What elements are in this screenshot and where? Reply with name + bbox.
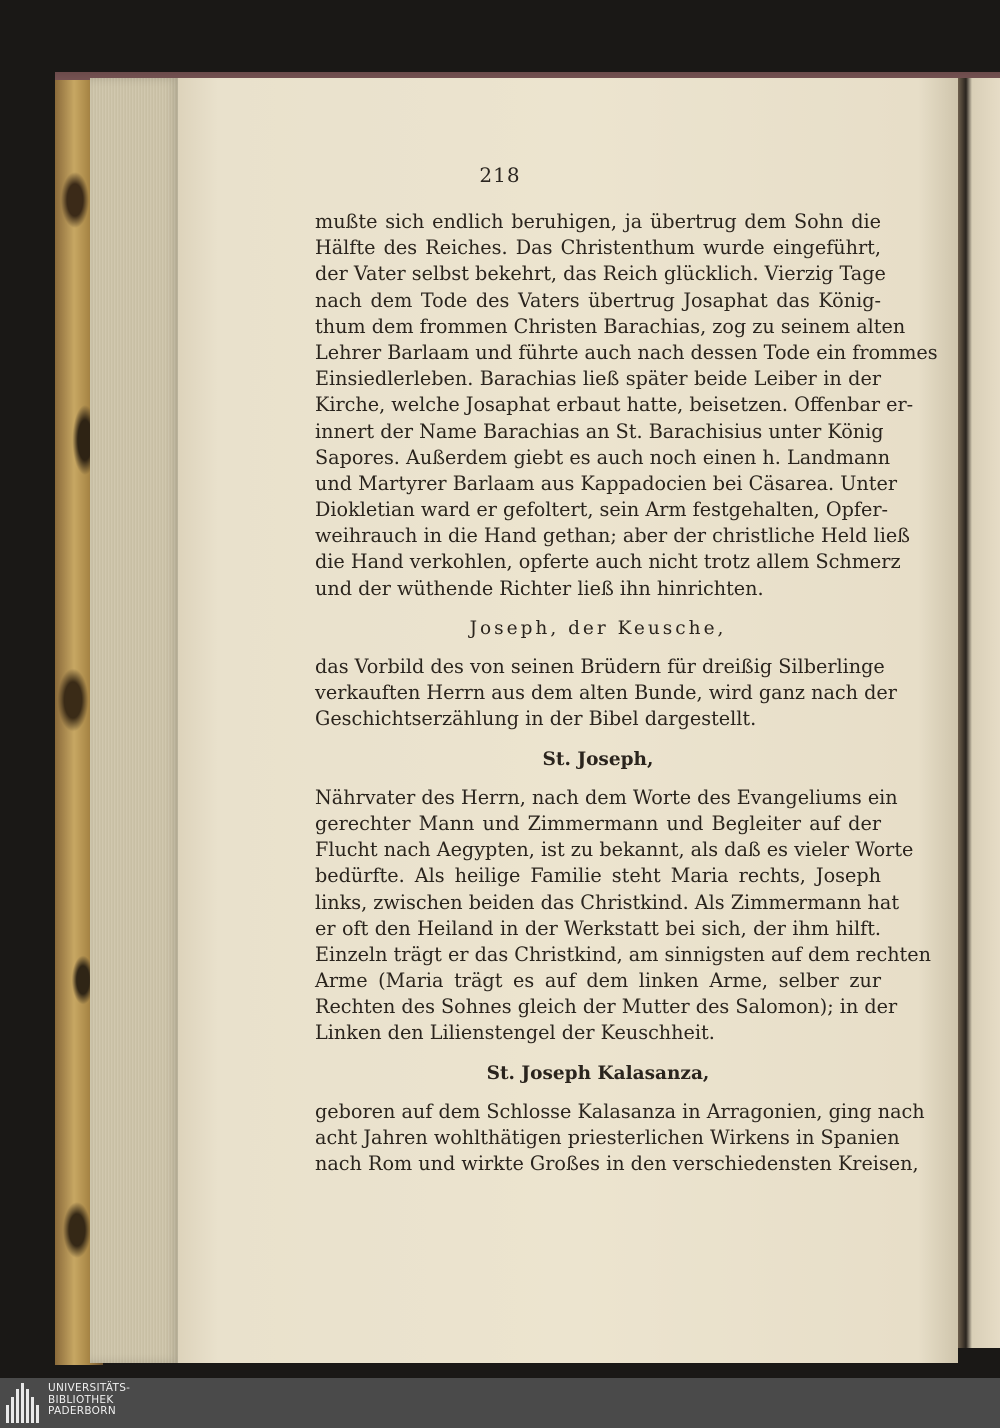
library-footer [0, 1378, 1000, 1428]
text-line: mußte sich endlich beruhigen, ja übertrug dem Sohn die [315, 210, 881, 233]
library-name-line: PADERBORN [48, 1405, 116, 1417]
section-heading-joseph-der-keusche: Joseph, der Keusche, [469, 617, 727, 639]
section-heading-st-joseph: St. Joseph, [542, 748, 654, 770]
text-line: Geschichtserzählung in der Bibel dargestellt. [315, 707, 757, 731]
text-line: das Vorbild des von seinen Brüdern für dreißig Silberlinge [315, 655, 885, 678]
text-line: er oft den Heiland in der Werkstatt bei sich, der ihm hilft. [315, 916, 881, 940]
text-line: der Vater selbst bekehrt, das Reich glücklich. Vierzig Tage [315, 262, 886, 286]
text-line: Einzeln trägt er das Christkind, am sinnigsten auf dem rechten [315, 942, 931, 966]
text-line: innert der Name Barachias an St. Barachisius unter König [315, 419, 884, 443]
paragraph-3 [315, 785, 931, 1047]
library-name-line: UNIVERSITÄTS- [48, 1382, 131, 1394]
text-line: Flucht nach Aegypten, ist zu bekannt, als daß es vieler Worte [315, 838, 914, 862]
text-line: Lehrer Barlaam und führte auch nach dessen Tode ein frommes [315, 340, 938, 364]
text-line: Arme (Maria trägt es auf dem linken Arme, selber zur [315, 969, 881, 993]
text-line: Nährvater des Herrn, nach dem Worte des Evangeliums ein [315, 785, 898, 809]
text-line: nach dem Tode des Vaters übertrug Josaphat das König- [315, 288, 881, 312]
text-line: Diokletian ward er gefoltert, sein Arm festgehalten, Opfer- [315, 498, 889, 522]
text-line: und Martyrer Barlaam aus Kappadocien bei Cäsarea. Unter [315, 471, 897, 495]
text-line: die Hand verkohlen, opferte auch nicht trotz allem Schmerz [315, 550, 901, 574]
text-line: geboren auf dem Schlosse Kalasanza in Arragonien, ging nach [315, 1099, 925, 1123]
facing-page-edge [958, 78, 1000, 1348]
page-stack-edges [90, 78, 180, 1363]
text-line: verkauften Herrn aus dem alten Bunde, wird ganz nach der [315, 681, 897, 705]
paragraph-2 [315, 654, 897, 733]
library-name [48, 1383, 130, 1418]
text-line: Rechten des Sohnes gleich der Mutter des Salomon); in der [315, 995, 898, 1019]
library-logo-icon [6, 1383, 40, 1423]
text-line: und der wüthende Richter ließ ihn hinrichten. [315, 576, 764, 600]
text-line: gerechter Mann und Zimmermann und Begleiter auf der [315, 811, 881, 835]
text-line: thum dem frommen Christen Barachias, zog zu seinem alten [315, 314, 906, 338]
library-name-line: BIBLIOTHEK [48, 1393, 114, 1406]
paragraph-1 [315, 209, 938, 602]
text-line: links, zwischen beiden das Christkind. Als Zimmermann hat [315, 890, 900, 914]
text-line: Linken den Lilienstengel der Keuschheit. [315, 1021, 715, 1045]
paragraph-4 [315, 1099, 925, 1178]
text-line: nach Rom und wirkte Großes in den verschiedensten Kreisen, [315, 1152, 919, 1176]
text-line: acht Jahren wohlthätigen priesterlichen Wirkens in Spanien [315, 1126, 900, 1149]
text-line: Einsiedlerleben. Barachias ließ später beide Leiber in der [315, 367, 881, 391]
text-line: Sapores. Außerdem giebt es auch noch einen h. Landmann [315, 445, 891, 469]
page-number: 218 [479, 163, 521, 187]
text-line: Hälfte des Reiches. Das Christenthum wurde eingeführt, [315, 236, 881, 260]
section-heading-st-joseph-kalasanza: St. Joseph Kalasanza, [486, 1062, 710, 1084]
page-text [315, 209, 938, 1177]
text-line: weihrauch in die Hand gethan; aber der christliche Held ließ [315, 524, 910, 548]
text-line: Kirche, welche Josaphat erbaut hatte, beisetzen. Offenbar er- [315, 393, 914, 417]
text-line: bedürfte. Als heilige Familie steht Maria rechts, Joseph [315, 864, 881, 888]
